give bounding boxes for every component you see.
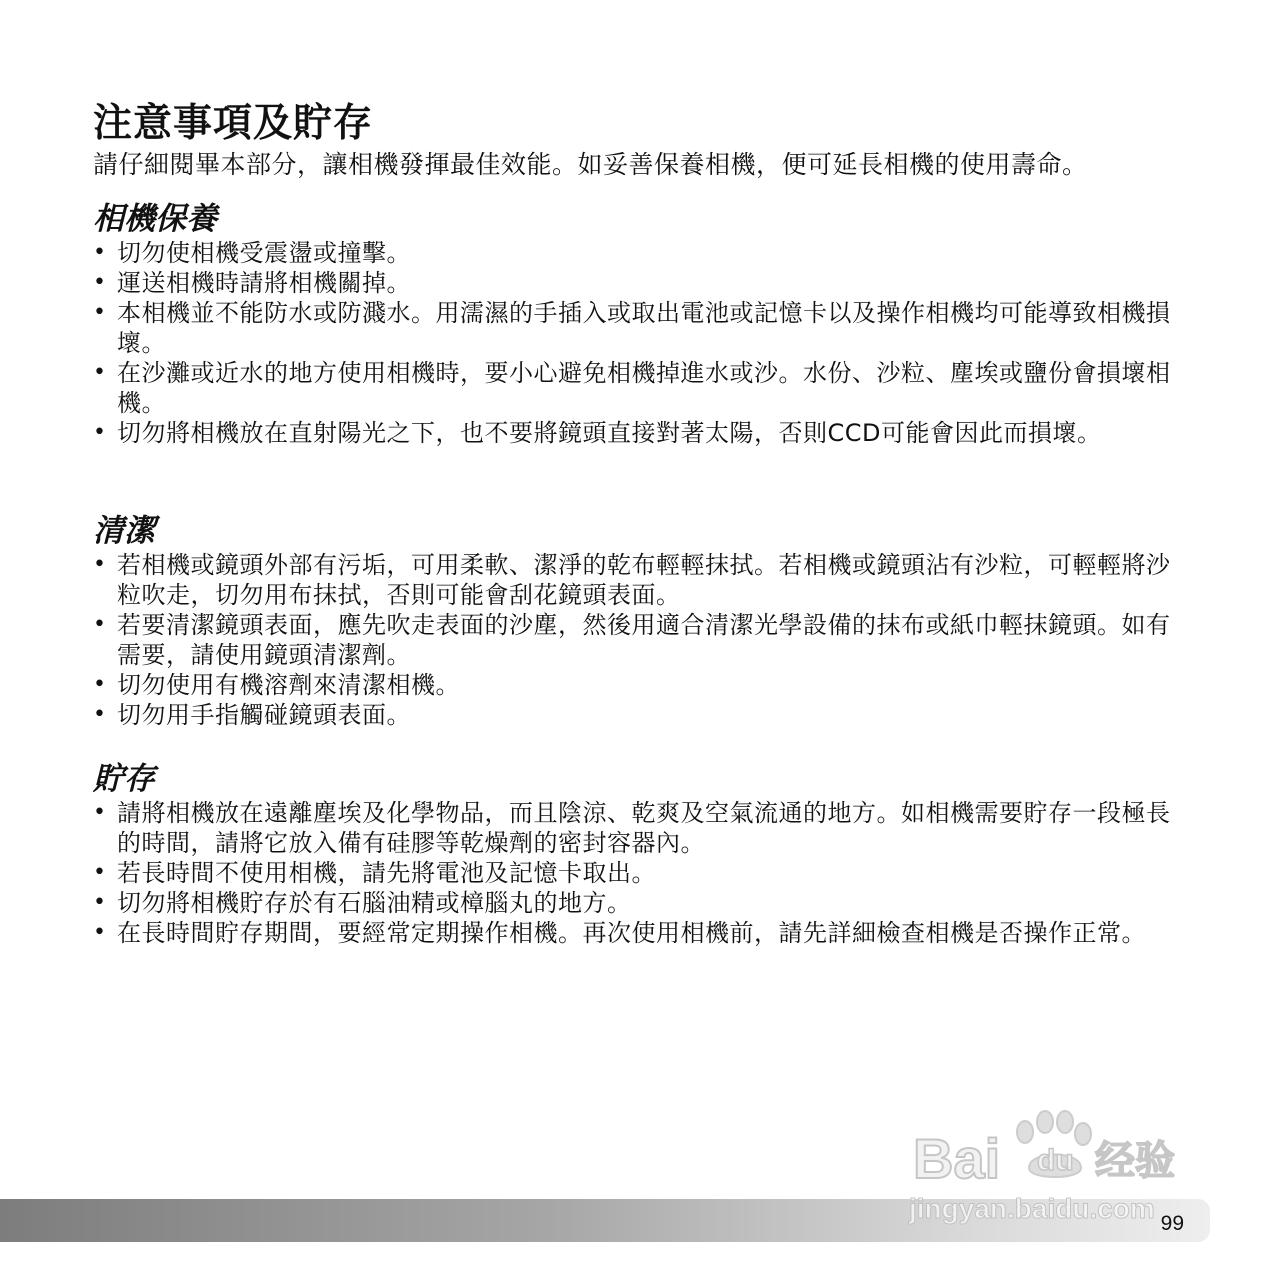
list-item-text: 本相機並不能防水或防濺水。用濡濕的手插入或取出電池或記憶卡以及操作相機均可能導致相機損壞。 — [117, 299, 1171, 357]
watermark-du-text: du — [1037, 1144, 1074, 1177]
bullet-list — [93, 798, 1193, 948]
bullet-dot: • — [93, 672, 107, 697]
list-item — [93, 610, 1193, 670]
list-item-text: 切勿將相機貯存於有石腦油精或樟腦丸的地方。 — [117, 889, 632, 917]
bullet-dot: • — [93, 360, 107, 385]
list-item — [93, 888, 1193, 918]
list-item — [93, 918, 1193, 948]
list-item-text: 運送相機時請將相機關掉。 — [117, 269, 411, 297]
list-item — [93, 268, 1193, 298]
list-item-text: 若長時間不使用相機，請先將電池及記憶卡取出。 — [117, 859, 656, 887]
list-item-text: 在長時間貯存期間，要經常定期操作相機。再次使用相機前，請先詳細檢查相機是否操作正常。 — [117, 919, 1146, 947]
section-cleaning — [93, 512, 1193, 730]
section-title: 清潔 — [93, 513, 155, 549]
section-camera-care — [93, 200, 1193, 448]
bullet-dot: • — [93, 800, 107, 825]
bullet-dot: • — [93, 702, 107, 727]
bullet-dot: • — [93, 552, 107, 577]
bullet-dot: • — [93, 270, 107, 295]
list-item-text: 切勿將相機放在直射陽光之下，也不要將鏡頭直接對著太陽，否則CCD可能會因此而損壞。 — [117, 419, 1102, 447]
list-item — [93, 550, 1193, 610]
list-item-text: 切勿使用有機溶劑來清潔相機。 — [117, 671, 460, 699]
bullet-dot: • — [93, 612, 107, 637]
intro-paragraph: 請仔細閱畢本部分，讓相機發揮最佳效能。如妥善保養相機，便可延長相機的使用壽命。 — [93, 150, 1088, 179]
watermark-url-text: jingyan.baidu.com — [909, 1193, 1155, 1224]
bullet-list — [93, 238, 1193, 448]
bullet-list — [93, 550, 1193, 730]
list-item-text: 切勿使相機受震盪或撞擊。 — [117, 239, 411, 267]
watermark-jingyan-text: 经验 — [1095, 1138, 1175, 1184]
list-item-text: 在沙灘或近水的地方使用相機時，要小心避免相機掉進水或沙。水份、沙粒、塵埃或鹽份會損壞相機。 — [117, 359, 1171, 417]
section-storage — [93, 760, 1193, 948]
list-item — [93, 700, 1193, 730]
list-item — [93, 858, 1193, 888]
bullet-dot: • — [93, 420, 107, 445]
bullet-dot: • — [93, 860, 107, 885]
list-item-text: 切勿用手指觸碰鏡頭表面。 — [117, 701, 411, 729]
watermark-logo-text: Bai — [913, 1127, 1001, 1190]
watermark-graphic — [905, 1088, 1205, 1238]
bullet-dot: • — [93, 300, 107, 325]
bullet-dot: • — [93, 890, 107, 915]
list-item-text: 若相機或鏡頭外部有污垢，可用柔軟、潔淨的乾布輕輕抹拭。若相機或鏡頭沾有沙粒，可輕輕將沙粒吹走，切勿用布抹拭，否則可能會刮花鏡頭表面。 — [117, 551, 1171, 609]
list-item-text: 若要清潔鏡頭表面，應先吹走表面的沙塵，然後用適合清潔光學設備的抹布或紙巾輕抹鏡頭。如有需要，請使用鏡頭清潔劑。 — [117, 611, 1171, 669]
baidu-jingyan-watermark — [905, 1088, 1205, 1238]
section-title: 相機保養 — [93, 201, 217, 237]
list-item — [93, 670, 1193, 700]
section-title: 貯存 — [93, 761, 155, 797]
list-item — [93, 798, 1193, 858]
list-item — [93, 238, 1193, 268]
list-item-text: 請將相機放在遠離塵埃及化學物品，而且陰涼、乾爽及空氣流通的地方。如相機需要貯存一段極長的時間，請將它放入備有硅膠等乾燥劑的密封容器內。 — [117, 799, 1171, 857]
page-title: 注意事項及貯存 — [93, 101, 374, 146]
list-item — [93, 298, 1193, 358]
bullet-dot: • — [93, 920, 107, 945]
list-item — [93, 358, 1193, 418]
list-item — [93, 418, 1193, 448]
page-number: 99 — [1160, 1212, 1184, 1235]
bullet-dot: • — [93, 240, 107, 265]
